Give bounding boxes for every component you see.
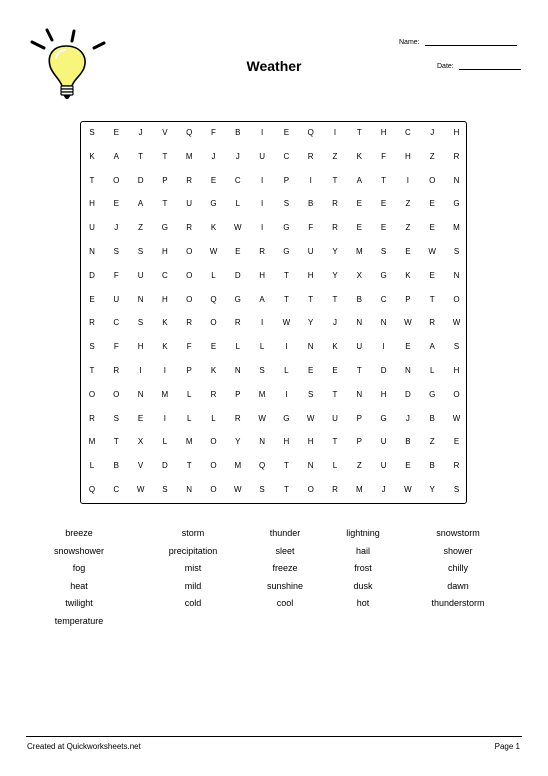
grid-letter[interactable]: I [309, 175, 312, 185]
date-label: Date: [437, 63, 454, 70]
grid-letter[interactable]: K [210, 366, 217, 375]
grid-letter[interactable]: Y [235, 437, 241, 447]
grid-letter[interactable]: Y [308, 318, 314, 328]
grid-letter[interactable]: H [380, 389, 387, 399]
word-item: cool [276, 598, 294, 608]
name-line[interactable] [425, 45, 517, 46]
grid-letter[interactable]: H [162, 247, 168, 256]
grid-letter[interactable]: J [333, 318, 337, 328]
grid-letter[interactable]: S [308, 389, 314, 399]
grid-letter[interactable]: S [137, 247, 144, 256]
grid-letter[interactable]: S [162, 485, 168, 494]
grid-letter[interactable]: F [211, 128, 216, 137]
grid-letter[interactable]: R [210, 389, 217, 399]
grid-letter[interactable]: E [210, 342, 217, 352]
grid-letter[interactable]: K [210, 223, 217, 233]
grid-letter[interactable]: J [114, 223, 119, 233]
grid-letter[interactable]: U [113, 294, 120, 304]
grid-letter[interactable]: G [380, 270, 387, 280]
grid-letter[interactable]: O [210, 461, 217, 471]
grid-letter[interactable]: T [162, 199, 168, 209]
grid-letter[interactable]: H [259, 270, 265, 280]
grid-letter[interactable]: W [258, 413, 266, 423]
grid-letter[interactable]: T [356, 366, 362, 375]
date-line[interactable] [459, 69, 521, 70]
grid-letter[interactable]: W [209, 247, 218, 256]
grid-letter[interactable]: Z [405, 199, 411, 209]
word-item: precipitation [168, 545, 218, 556]
grid-letter[interactable]: T [356, 128, 362, 137]
grid-letter[interactable]: K [332, 342, 338, 352]
word-item: thunderstorm [431, 598, 485, 608]
word-item: frost [354, 563, 372, 573]
grid-letter[interactable]: E [89, 294, 95, 304]
grid-letter[interactable]: L [186, 413, 192, 423]
grid-letter[interactable]: G [283, 223, 290, 233]
grid-letter[interactable]: E [137, 413, 144, 423]
grid-letter[interactable]: O [210, 318, 217, 328]
word-item: shower [443, 545, 473, 556]
grid-letter[interactable]: J [235, 151, 240, 161]
grid-letter[interactable]: W [452, 413, 461, 423]
word-item: snowshower [53, 545, 105, 556]
word-item: mild [184, 580, 202, 591]
grid-letter[interactable]: C [113, 485, 120, 494]
grid-letter[interactable]: S [380, 247, 387, 256]
word-item: lightning [346, 528, 380, 538]
grid-letter[interactable]: R [453, 461, 460, 471]
grid-letter[interactable]: I [406, 175, 409, 185]
grid-letter[interactable]: O [210, 437, 217, 447]
grid-letter[interactable]: Q [210, 294, 217, 304]
word-item: dawn [447, 580, 469, 591]
grid-letter[interactable]: U [332, 413, 338, 423]
grid-letter[interactable]: X [137, 437, 144, 447]
grid-letter[interactable]: D [380, 366, 387, 375]
grid-letter[interactable]: B [113, 461, 119, 471]
grid-letter[interactable]: Q [258, 461, 266, 471]
grid-letter[interactable]: R [332, 199, 338, 209]
grid-letter[interactable]: S [137, 318, 144, 328]
page-title: Weather [246, 58, 302, 74]
grid-letter[interactable]: G [210, 199, 217, 209]
grid-letter[interactable]: H [453, 366, 460, 375]
grid-letter[interactable]: M [185, 151, 193, 161]
word-item: hail [355, 545, 370, 556]
grid-letter[interactable]: Z [138, 223, 144, 233]
grid-letter[interactable]: N [453, 175, 460, 185]
grid-letter[interactable]: M [185, 437, 193, 447]
grid-letter[interactable]: T [89, 175, 95, 185]
grid-letter[interactable]: M [88, 437, 96, 447]
grid-letter[interactable]: L [284, 366, 289, 375]
grid-letter[interactable]: J [381, 485, 386, 494]
grid-letter[interactable]: C [283, 151, 290, 161]
grid-letter[interactable]: N [453, 270, 460, 280]
grid-letter[interactable]: Z [356, 461, 362, 471]
grid-letter[interactable]: E [332, 366, 338, 375]
grid-letter[interactable]: P [356, 413, 362, 423]
grid-letter[interactable]: E [429, 270, 435, 280]
name-label: Name: [399, 39, 420, 46]
grid-letter[interactable]: W [234, 485, 242, 494]
grid-letter[interactable]: G [161, 223, 168, 233]
grid-letter[interactable]: Y [332, 270, 338, 280]
grid-letter[interactable]: N [307, 461, 314, 471]
grid-letter[interactable]: O [186, 247, 193, 256]
grid-letter[interactable]: C [113, 318, 120, 328]
word-item: breeze [65, 528, 93, 538]
grid-letter[interactable]: S [113, 247, 119, 256]
grid-letter[interactable]: L [332, 461, 338, 471]
grid-letter[interactable]: R [89, 413, 95, 423]
grid-letter[interactable]: T [138, 151, 144, 161]
grid-letter[interactable]: Z [405, 223, 411, 233]
grid-letter[interactable]: N [234, 366, 241, 375]
grid-letter[interactable]: S [453, 247, 460, 256]
grid-letter[interactable]: R [234, 413, 241, 423]
grid-letter[interactable]: Y [332, 247, 338, 256]
grid-letter[interactable]: K [356, 151, 362, 161]
footer-credit: Created at Quickworksheets.net [27, 742, 141, 751]
grid-letter[interactable]: O [88, 389, 96, 399]
grid-letter[interactable]: W [404, 318, 412, 328]
grid-letter[interactable]: A [259, 294, 265, 304]
grid-letter[interactable]: G [283, 247, 290, 256]
grid-letter[interactable]: U [380, 461, 387, 471]
word-item: sunshine [266, 580, 304, 591]
grid-letter[interactable]: R [332, 485, 338, 494]
grid-letter[interactable]: G [453, 199, 460, 209]
grid-letter[interactable]: W [404, 485, 412, 494]
grid-letter[interactable]: N [137, 294, 144, 304]
grid-letter[interactable]: U [186, 199, 193, 209]
grid-letter[interactable]: I [333, 128, 337, 137]
grid-letter[interactable]: H [307, 270, 314, 280]
grid-letter[interactable]: T [186, 461, 192, 471]
grid-letter[interactable]: R [89, 318, 95, 328]
grid-letter[interactable]: S [453, 485, 460, 494]
grid-letter[interactable]: A [356, 175, 362, 185]
grid-letter[interactable]: F [113, 270, 119, 280]
grid-letter[interactable]: O [307, 485, 314, 494]
grid-letter[interactable]: O [186, 294, 193, 304]
grid-letter[interactable]: U [259, 151, 265, 161]
page-number: Page 1 [494, 742, 520, 751]
grid-letter[interactable]: S [259, 366, 265, 375]
grid-letter[interactable]: R [259, 247, 265, 256]
grid-letter[interactable]: P [356, 437, 362, 447]
grid-letter[interactable]: T [113, 437, 119, 447]
grid-letter[interactable]: M [234, 461, 242, 471]
grid-letter[interactable]: A [137, 199, 144, 209]
grid-letter[interactable]: T [89, 366, 95, 375]
grid-letter[interactable]: S [89, 128, 95, 137]
word-item: storm [181, 528, 205, 538]
grid-letter[interactable]: E [210, 175, 217, 185]
grid-letter[interactable]: M [161, 389, 169, 399]
grid-letter[interactable]: T [308, 294, 314, 304]
grid-letter[interactable]: E [113, 199, 119, 209]
grid-letter[interactable]: K [405, 270, 411, 280]
grid-letter[interactable]: L [235, 199, 241, 209]
grid-letter[interactable]: D [89, 270, 95, 280]
grid-letter[interactable]: E [405, 247, 411, 256]
grid-letter[interactable]: P [235, 389, 241, 399]
grid-letter[interactable]: C [380, 294, 387, 304]
grid-letter[interactable]: H [405, 151, 411, 161]
grid-letter[interactable]: R [186, 175, 193, 185]
grid-letter[interactable]: K [162, 342, 168, 352]
grid-letter[interactable]: T [283, 270, 289, 280]
grid-letter[interactable]: J [405, 413, 410, 423]
grid-letter[interactable]: R [234, 318, 241, 328]
grid-letter[interactable]: B [356, 294, 362, 304]
grid-letter[interactable]: L [186, 389, 192, 399]
grid-letter[interactable]: R [453, 151, 460, 161]
grid-letter[interactable]: Q [307, 128, 314, 137]
grid-letter[interactable]: U [137, 270, 144, 280]
grid-letter[interactable]: N [259, 437, 265, 447]
grid-letter[interactable]: I [260, 223, 264, 233]
grid-letter[interactable]: I [285, 389, 288, 399]
grid-letter[interactable]: J [211, 151, 216, 161]
grid-letter[interactable]: W [428, 247, 436, 256]
grid-letter[interactable]: T [332, 437, 338, 447]
grid-letter[interactable]: E [380, 199, 387, 209]
grid-letter[interactable]: V [137, 461, 144, 471]
grid-letter[interactable]: G [380, 413, 387, 423]
grid-letter[interactable]: N [380, 318, 387, 328]
grid-letter[interactable]: R [113, 366, 120, 375]
grid-letter[interactable]: S [453, 342, 460, 352]
grid-letter[interactable]: O [113, 175, 120, 185]
word-item: temperature [54, 615, 104, 626]
name-field[interactable] [399, 39, 517, 46]
grid-letter[interactable]: M [355, 485, 363, 494]
grid-letter[interactable]: L [211, 270, 216, 280]
grid-letter[interactable]: E [283, 128, 290, 137]
grid-letter[interactable]: K [89, 151, 95, 161]
grid-letter[interactable]: L [235, 342, 241, 352]
grid-letter[interactable]: I [139, 366, 142, 375]
grid-letter[interactable]: Y [429, 485, 435, 494]
grid-letter[interactable]: A [429, 342, 435, 352]
grid-letter[interactable]: Z [429, 151, 435, 161]
footer-divider [26, 736, 522, 737]
word-item: fog [72, 563, 86, 573]
word-item: mist [184, 563, 202, 573]
grid-letter[interactable]: E [356, 199, 362, 209]
grid-letter[interactable]: J [430, 128, 435, 137]
date-field[interactable] [437, 63, 521, 70]
grid-letter[interactable]: I [260, 199, 264, 209]
grid-letter[interactable]: I [382, 342, 385, 352]
grid-letter[interactable]: E [113, 128, 119, 137]
grid-letter[interactable]: I [260, 318, 264, 328]
grid-letter[interactable]: E [308, 366, 314, 375]
grid-letter[interactable]: N [307, 342, 314, 352]
grid-letter[interactable]: E [405, 461, 411, 471]
grid-letter[interactable]: T [162, 151, 168, 161]
grid-letter[interactable]: L [429, 366, 435, 375]
grid-letter[interactable]: Z [429, 437, 435, 447]
grid-letter[interactable]: N [356, 318, 363, 328]
grid-letter[interactable]: H [162, 294, 168, 304]
grid-letter[interactable]: M [258, 389, 266, 399]
grid-letter[interactable]: I [163, 366, 166, 375]
grid-letter[interactable]: A [113, 151, 119, 161]
word-item: chilly [447, 563, 468, 573]
grid-letter[interactable]: Q [88, 485, 96, 494]
grid-letter[interactable]: F [308, 223, 314, 233]
grid-letter[interactable]: I [163, 413, 166, 423]
grid-letter[interactable]: C [234, 175, 241, 185]
grid-letter[interactable]: D [405, 389, 411, 399]
grid-letter[interactable]: E [453, 437, 460, 447]
grid-letter[interactable]: E [429, 199, 435, 209]
grid-letter[interactable]: X [356, 270, 362, 280]
grid-letter[interactable]: I [285, 342, 288, 352]
word-search-grid [80, 121, 467, 504]
grid-letter[interactable]: B [405, 437, 411, 447]
grid-letter[interactable]: N [356, 389, 363, 399]
grid-letter[interactable]: U [356, 342, 363, 352]
grid-letter[interactable]: N [405, 366, 411, 375]
grid-letter[interactable]: M [355, 247, 363, 256]
grid-letter[interactable]: S [113, 413, 119, 423]
grid-letter[interactable]: C [162, 270, 168, 280]
grid-letter[interactable]: V [162, 128, 168, 137]
grid-letter[interactable]: W [306, 413, 315, 423]
grid-letter[interactable]: N [89, 247, 95, 256]
grid-letter[interactable]: R [332, 223, 338, 233]
grid-letter[interactable]: J [138, 128, 143, 137]
grid-letter[interactable]: W [452, 318, 461, 328]
grid-letter[interactable]: D [162, 461, 168, 471]
grid-letter[interactable]: O [113, 389, 120, 399]
grid-letter[interactable]: T [429, 294, 435, 304]
grid-letter[interactable]: T [332, 389, 338, 399]
grid-letter[interactable]: F [113, 342, 119, 352]
grid-letter[interactable]: S [89, 342, 95, 352]
grid-letter[interactable]: T [283, 294, 289, 304]
grid-letter[interactable]: Z [332, 151, 338, 161]
grid-letter[interactable]: I [260, 175, 264, 185]
grid-letter[interactable]: C [405, 128, 411, 137]
grid-letter[interactable]: P [186, 366, 192, 375]
grid-letter[interactable]: K [162, 318, 168, 328]
grid-letter[interactable]: L [211, 413, 216, 423]
grid-letter[interactable]: H [89, 199, 95, 209]
grid-letter[interactable]: L [259, 342, 265, 352]
grid-letter[interactable]: B [429, 461, 435, 471]
grid-letter[interactable]: U [380, 437, 387, 447]
word-item: snowstorm [436, 528, 480, 538]
grid-letter[interactable]: N [137, 389, 144, 399]
grid-letter[interactable]: U [89, 223, 95, 233]
grid-letter[interactable]: M [453, 223, 460, 233]
grid-letter[interactable]: L [162, 437, 168, 447]
grid-letter[interactable]: I [260, 128, 264, 137]
word-item: thunder [269, 528, 301, 538]
grid-letter[interactable]: T [332, 294, 338, 304]
grid-letter[interactable]: F [186, 342, 192, 352]
grid-letter[interactable]: H [137, 342, 144, 352]
grid-letter[interactable]: G [283, 413, 290, 423]
grid-letter[interactable]: G [234, 294, 241, 304]
grid-letter[interactable]: T [283, 485, 289, 494]
grid-letter[interactable]: E [235, 247, 241, 256]
grid-letter[interactable]: S [283, 199, 290, 209]
word-item: cold [184, 598, 202, 608]
word-item: hot [356, 598, 370, 608]
grid-letter[interactable]: W [136, 485, 145, 494]
grid-letter[interactable]: T [283, 461, 289, 471]
grid-letter[interactable]: E [356, 223, 362, 233]
grid-letter[interactable]: R [186, 223, 193, 233]
word-item: sleet [275, 545, 295, 556]
grid-letter[interactable]: Q [186, 128, 193, 137]
grid-letter[interactable]: R [429, 318, 436, 328]
grid-letter[interactable]: P [283, 175, 290, 185]
grid-letter[interactable]: B [235, 128, 241, 137]
grid-letter[interactable]: O [453, 389, 460, 399]
grid-letter[interactable]: O [186, 270, 193, 280]
grid-letter[interactable]: P [405, 294, 411, 304]
word-item: heat [70, 580, 88, 591]
grid-letter[interactable]: E [405, 342, 411, 352]
grid-letter[interactable]: L [89, 461, 95, 471]
grid-letter[interactable]: T [381, 175, 387, 185]
grid-letter[interactable]: T [332, 175, 338, 185]
grid-letter[interactable]: N [186, 485, 193, 494]
grid-letter[interactable]: G [429, 389, 436, 399]
grid-letter[interactable]: P [162, 175, 168, 185]
grid-letter[interactable]: E [380, 223, 387, 233]
grid-letter[interactable]: W [282, 318, 291, 328]
grid-letter[interactable]: R [307, 151, 314, 161]
word-item: dusk [353, 580, 373, 591]
grid-letter[interactable]: D [234, 270, 241, 280]
grid-letter[interactable]: H [453, 128, 460, 137]
grid-letter[interactable]: B [429, 413, 435, 423]
grid-letter[interactable]: H [380, 128, 387, 137]
grid-letter[interactable]: W [234, 223, 242, 233]
grid-letter[interactable]: E [429, 223, 435, 233]
grid-letter[interactable]: B [308, 199, 314, 209]
grid-letter[interactable]: O [429, 175, 436, 185]
grid-letter[interactable]: F [381, 151, 387, 161]
word-item: freeze [272, 563, 298, 573]
grid-letter[interactable]: O [210, 485, 217, 494]
word-item: twilight [65, 598, 93, 608]
grid-letter[interactable]: S [259, 485, 265, 494]
grid-letter[interactable]: D [137, 175, 144, 185]
grid-letter[interactable]: R [186, 318, 193, 328]
grid-letter[interactable]: U [307, 247, 314, 256]
grid-letter[interactable]: O [453, 294, 460, 304]
grid-letter[interactable]: H [283, 437, 290, 447]
grid-letter[interactable]: H [307, 437, 314, 447]
